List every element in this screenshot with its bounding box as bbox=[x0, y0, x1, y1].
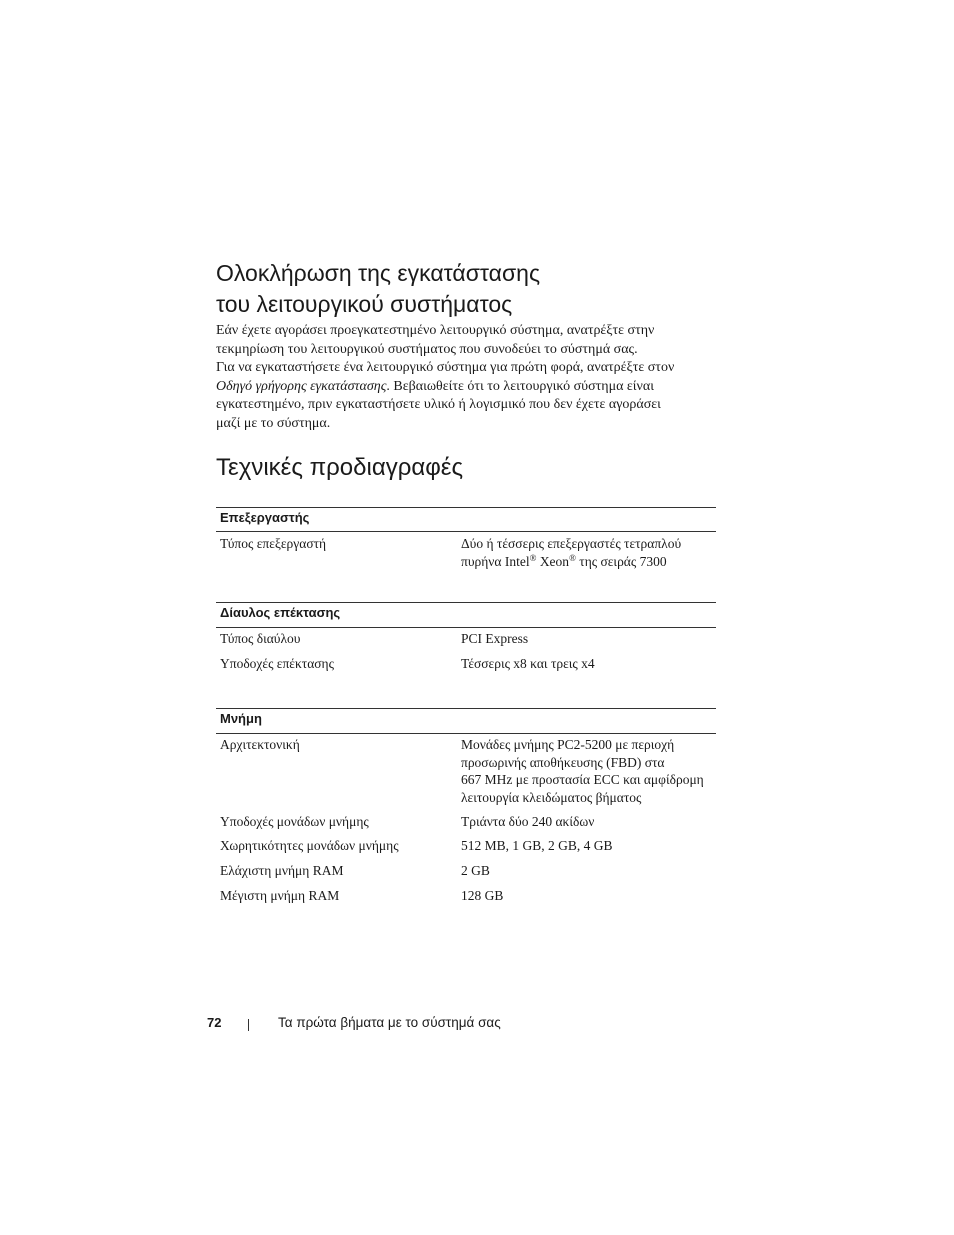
text-run: της σειράς 7300 bbox=[575, 553, 667, 569]
spec-label-bus-type: Τύπος διαύλου bbox=[220, 631, 301, 646]
paragraph-line bbox=[216, 378, 716, 397]
table-rule bbox=[216, 627, 716, 628]
text-run: Xeon bbox=[536, 553, 570, 569]
footer-separator bbox=[248, 1019, 249, 1031]
section-heading-os-installation bbox=[216, 258, 540, 320]
paragraph-line: εγκατεστημένο, πριν εγκαταστήσετε υλικό ή λογισμικό που δεν έχετε αγοράσει bbox=[216, 397, 661, 413]
spec-value-module-capacities: 512 MB, 1 GB, 2 GB, 4 GB bbox=[461, 838, 613, 853]
heading-line-1: Ολοκλήρωση της εγκατάστασης bbox=[216, 260, 541, 286]
spec-label-expansion-slots: Υποδοχές επέκτασης bbox=[220, 656, 334, 671]
section-heading-technical-specifications: Τεχνικές προδιαγραφές bbox=[216, 454, 464, 481]
table-rule bbox=[216, 531, 716, 532]
paragraph-line: Για να εγκαταστήσετε ένα λειτουργικό σύστημα για πρώτη φορά, ανατρέξτε στον bbox=[216, 360, 675, 376]
spec-value-line: Δύο ή τέσσερις επεξεργαστές τετραπλού bbox=[461, 536, 682, 551]
spec-value-architecture bbox=[461, 736, 717, 806]
paragraph-line-rest: . Βεβαιωθείτε ότι το λειτουργικό σύστημα είναι bbox=[386, 378, 654, 394]
spec-section-title-processor: Επεξεργαστής bbox=[220, 510, 310, 525]
paragraph-line: τεκμηρίωση του λειτουργικού συστήματος που συνοδεύει το σύστημά σας. bbox=[216, 341, 638, 357]
registered-mark: ® bbox=[529, 552, 537, 563]
spec-section-title-memory: Μνήμη bbox=[220, 711, 262, 726]
spec-value-line bbox=[461, 553, 717, 571]
spec-value-minimum-ram: 2 GB bbox=[461, 863, 490, 878]
spec-value-line: Μονάδες μνήμης PC2-5200 με περιοχή bbox=[461, 737, 675, 752]
spec-label-processor-type: Τύπος επεξεργαστή bbox=[220, 536, 327, 551]
paragraph-line: Εάν έχετε αγοράσει προεγκατεστημένο λειτουργικό σύστημα, ανατρέξτε στην bbox=[216, 323, 655, 338]
spec-value-processor-type bbox=[461, 535, 717, 570]
spec-label-memory-slots: Υποδοχές μονάδων μνήμης bbox=[220, 814, 369, 829]
spec-label-module-capacities: Χωρητικότητες μονάδων μνήμης bbox=[220, 838, 399, 853]
spec-label-minimum-ram: Ελάχιστη μνήμη RAM bbox=[220, 863, 344, 878]
page-number: 72 bbox=[207, 1015, 222, 1030]
registered-mark: ® bbox=[569, 552, 576, 563]
paragraph-line: μαζί με το σύστημα. bbox=[216, 415, 331, 431]
spec-value-bus-type: PCI Express bbox=[461, 631, 529, 646]
table-rule bbox=[216, 507, 716, 508]
spec-value-line: 667 MHz με προστασία ECC και αμφίδρομη bbox=[461, 772, 704, 787]
quick-install-guide-title: Οδηγό γρήγορης εγκατάστασης bbox=[216, 378, 387, 394]
heading-line-2: του λειτουργικού συστήματος bbox=[216, 291, 513, 317]
spec-value-line: λειτουργία κλειδώματος βήματος bbox=[461, 789, 642, 805]
spec-value-memory-slots: Τριάντα δύο 240 ακίδων bbox=[461, 814, 595, 829]
spec-value-expansion-slots: Τέσσερις x8 και τρεις x4 bbox=[461, 656, 595, 671]
spec-label-maximum-ram: Μέγιστη μνήμη RAM bbox=[220, 888, 340, 903]
spec-section-title-expansion-bus: Δίαυλος επέκτασης bbox=[220, 605, 341, 620]
text-run: πυρήνα Intel bbox=[461, 553, 530, 569]
table-rule bbox=[216, 602, 716, 603]
table-rule bbox=[216, 733, 716, 734]
footer-chapter-title: Τα πρώτα βήματα με το σύστημά σας bbox=[278, 1015, 501, 1030]
spec-label-architecture: Αρχιτεκτονική bbox=[220, 737, 300, 752]
spec-value-maximum-ram: 128 GB bbox=[461, 888, 504, 903]
os-installation-paragraph bbox=[216, 322, 716, 434]
table-rule bbox=[216, 708, 716, 709]
spec-value-line: προσωρινής αποθήκευσης (FBD) στα bbox=[461, 754, 665, 770]
